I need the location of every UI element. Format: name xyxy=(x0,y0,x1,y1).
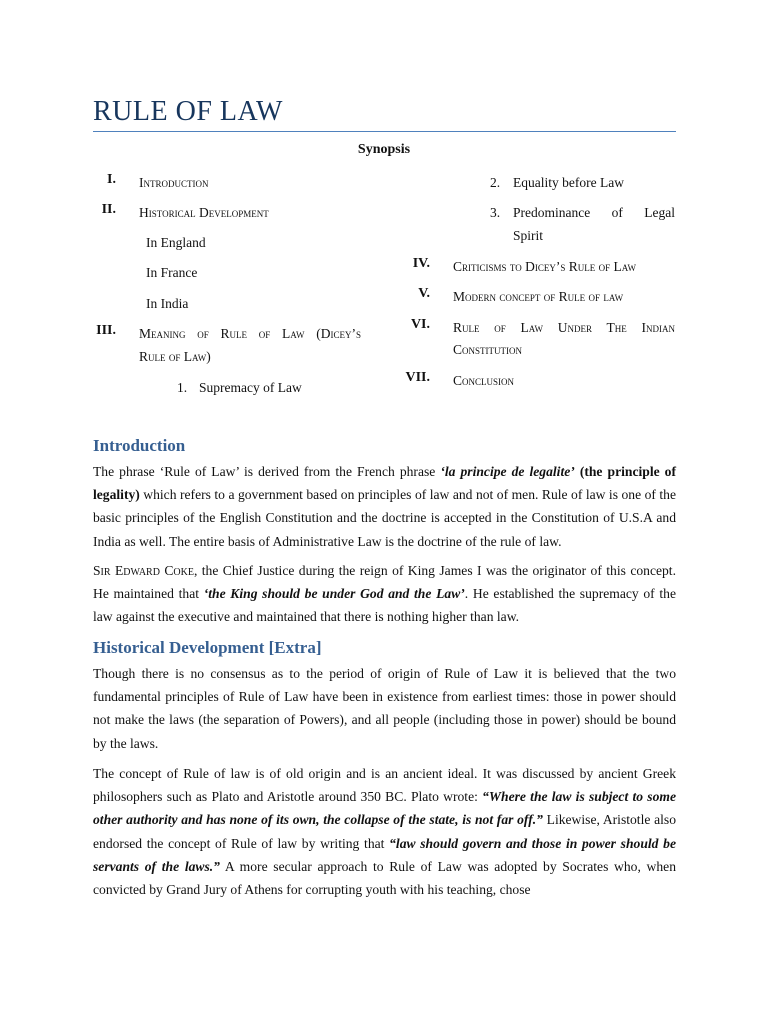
synopsis-item-indian-line2: Constitution xyxy=(453,342,522,357)
text-run: The concept of Rule of law is of old origin and is an ancient ideal. It was discussed by ancient Greek philosophers such as Plato and Aristotle around 350 BC. Plato wrote: xyxy=(93,766,676,805)
synopsis-item-num: VII. xyxy=(405,370,430,385)
synopsis-item-indian-line1: Rule of Law Under The Indian xyxy=(453,320,675,335)
synopsis-item-num: III. xyxy=(96,323,116,338)
quote-plato: “Where the law is subject to some other authority and has none of its own, the collapse of the state, is not far off.” xyxy=(93,789,676,828)
synopsis-item-criticisms: Criticisms to Dicey’s Rule of Law xyxy=(453,259,636,274)
person-name: Sir Edward Coke xyxy=(93,563,194,578)
text-run: The phrase ‘Rule of Law’ is derived from the French phrase xyxy=(93,464,441,479)
synopsis-item-meaning-line2: Rule of Law) xyxy=(139,349,211,364)
text-run: , the Chief Justice during the reign of King James I was the originator of this concept. He maintained that xyxy=(93,563,676,602)
synopsis-item-num: I. xyxy=(107,172,116,187)
text-run: Likewise, Aristotle also endorsed the concept of Rule of law by writing that xyxy=(93,812,677,851)
title-underline xyxy=(93,131,676,132)
historical-paragraph-2 xyxy=(93,762,676,901)
text-run: A more secular approach to Rule of Law was adopted by Socrates who, when convicted by Grand Jury of Athens for corrupting youth with his teaching, chose xyxy=(93,858,676,898)
synopsis-sub-predominance-line1: Predominance of Legal xyxy=(513,205,675,220)
emphasis-text: ‘la principe de legalite’ xyxy=(440,464,575,479)
synopsis-sub-equality: Equality before Law xyxy=(513,175,624,190)
historical-paragraph-1: Though there is no consensus as to the period of origin of Rule of Law it is believed that the two fundamental principles of Rule of Law have been in existence from earliest times: those in power should not make the laws (the separation of Powers), and all people (including those in power) should be bound by the laws. xyxy=(93,666,676,751)
synopsis-item-num: IV. xyxy=(412,256,430,271)
synopsis-item-meaning-line1: Meaning of Rule of Law (Dicey’s xyxy=(139,326,361,341)
synopsis-sub-predominance-line2: Spirit xyxy=(513,228,544,243)
section-heading-historical: Historical Development [Extra] xyxy=(93,638,322,657)
introduction-paragraph-1 xyxy=(93,460,676,553)
synopsis-heading: Synopsis xyxy=(357,142,411,157)
emphasis-text: ‘the King should be under God and the Law’ xyxy=(203,586,465,602)
text-run: which refers to a government based on principles of law and not of men. Rule of law is one of the basic principles of the English Constitution and the doctrine is accepted in the Constitution of U.S.A and India as well. The entire basis of Administrative Law is the doctrine of the rule of law. xyxy=(93,487,676,549)
synopsis-item-modern: Modern concept of Rule of law xyxy=(453,289,624,304)
quote-aristotle: “law should govern and those in power should be servants of the laws.” xyxy=(93,835,676,874)
synopsis-item-num: II. xyxy=(101,202,116,217)
synopsis-sub-supremacy: Supremacy of Law xyxy=(199,380,302,395)
introduction-paragraph-2 xyxy=(93,559,676,629)
synopsis-item-num: VI. xyxy=(410,317,430,332)
synopsis-item-introduction: Introduction xyxy=(139,175,209,190)
synopsis-sub-france: In France xyxy=(146,265,198,280)
synopsis-subnum: 1. xyxy=(177,380,188,395)
synopsis-item-num: V. xyxy=(418,286,430,301)
document-title: RULE OF LAW xyxy=(93,96,283,127)
synopsis-item-conclusion: Conclusion xyxy=(453,373,515,388)
bold-text: (the principle of legality) xyxy=(93,464,676,503)
section-heading-introduction: Introduction xyxy=(93,436,186,455)
synopsis-item-historical: Historical Development xyxy=(139,205,269,220)
synopsis-sub-england: In England xyxy=(146,235,206,250)
synopsis-subnum: 2. xyxy=(490,175,501,190)
text-run: . He established the supremacy of the law against the executive and maintained that there is nothing higher than law. xyxy=(93,586,676,625)
synopsis-subnum: 3. xyxy=(490,205,501,220)
synopsis-sub-india: In India xyxy=(146,296,189,311)
